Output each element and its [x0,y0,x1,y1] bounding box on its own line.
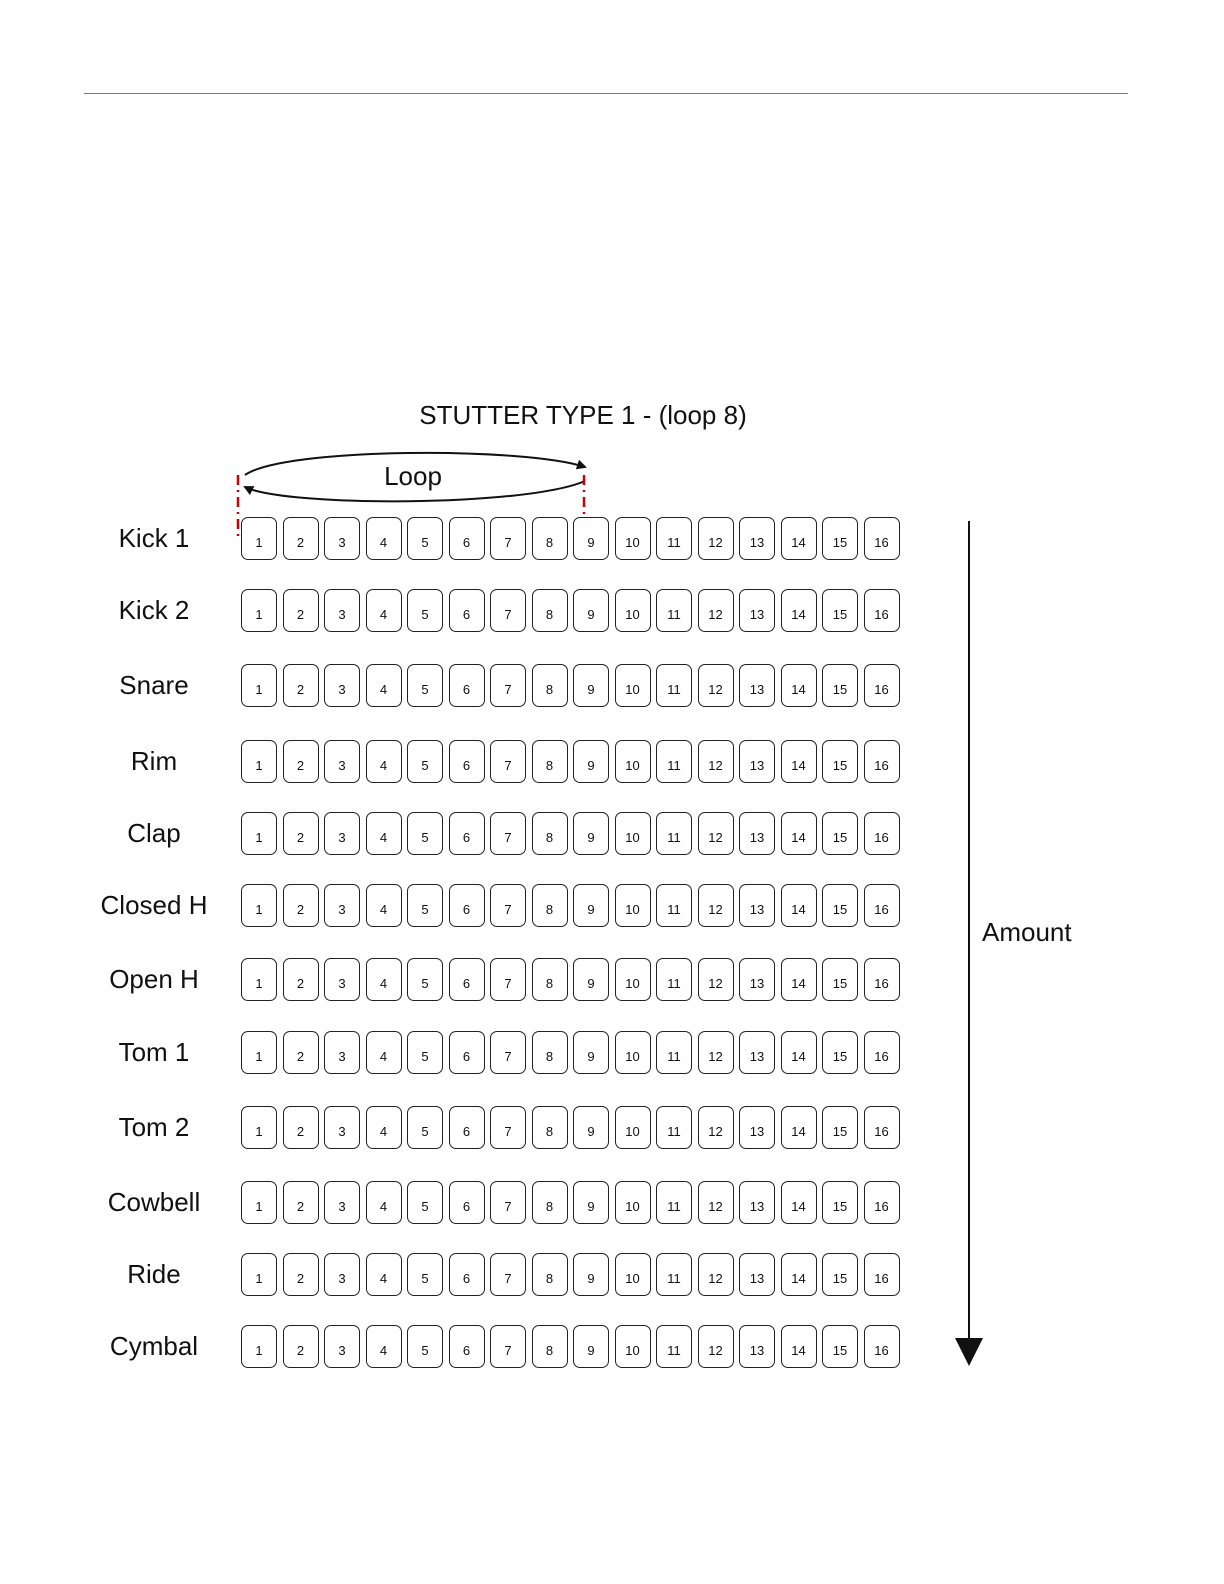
step-button[interactable]: 16 [864,1181,900,1224]
step-button[interactable]: 12 [698,1031,734,1074]
step-button[interactable]: 14 [781,884,817,927]
step-button[interactable]: 12 [698,740,734,783]
amount-arrowhead [955,1338,983,1366]
step-button[interactable]: 6 [449,1253,485,1296]
step-button[interactable]: 16 [864,1031,900,1074]
step-button[interactable]: 2 [283,1031,319,1074]
step-group [241,812,900,855]
step-button[interactable]: 3 [324,1106,360,1149]
step-button[interactable]: 12 [698,958,734,1001]
step-button[interactable]: 14 [781,1031,817,1074]
step-button[interactable]: 11 [656,1106,692,1149]
step-button[interactable]: 9 [573,1325,609,1368]
step-button[interactable]: 1 [241,517,277,560]
step-group [241,1106,900,1149]
step-button[interactable]: 13 [739,1106,775,1149]
step-button[interactable]: 15 [822,1253,858,1296]
step-button[interactable]: 1 [241,1106,277,1149]
step-button[interactable]: 2 [283,1325,319,1368]
step-button[interactable]: 4 [366,740,402,783]
step-button[interactable]: 7 [490,812,526,855]
step-button[interactable]: 14 [781,1253,817,1296]
step-button[interactable]: 3 [324,740,360,783]
track-label: Kick 2 [118,595,190,625]
step-button[interactable]: 6 [449,664,485,707]
step-button[interactable]: 4 [366,1325,402,1368]
step-button[interactable]: 14 [781,589,817,632]
step-button[interactable]: 15 [822,812,858,855]
step-button[interactable]: 14 [781,1181,817,1224]
step-button[interactable]: 1 [241,740,277,783]
step-button[interactable]: 12 [698,884,734,927]
step-button[interactable]: 5 [407,958,443,1001]
step-button[interactable]: 13 [739,1181,775,1224]
step-button[interactable]: 1 [241,664,277,707]
step-group [241,1325,900,1368]
step-button[interactable]: 15 [822,1106,858,1149]
step-button[interactable]: 6 [449,1325,485,1368]
step-button[interactable]: 2 [283,1181,319,1224]
step-button[interactable]: 2 [283,1106,319,1149]
step-button[interactable]: 1 [241,1031,277,1074]
step-button[interactable]: 10 [615,1181,651,1224]
step-button[interactable]: 8 [532,517,568,560]
step-button[interactable]: 8 [532,1106,568,1149]
diagram-title: STUTTER TYPE 1 - (loop 8) [419,400,747,430]
step-button[interactable]: 8 [532,1031,568,1074]
step-button[interactable]: 6 [449,740,485,783]
step-button[interactable]: 2 [283,884,319,927]
step-button[interactable]: 10 [615,1106,651,1149]
step-button[interactable]: 9 [573,664,609,707]
step-button[interactable]: 16 [864,664,900,707]
track-label: Open H [109,964,199,994]
step-button[interactable]: 12 [698,812,734,855]
step-button[interactable]: 3 [324,1031,360,1074]
step-button[interactable]: 7 [490,884,526,927]
step-button[interactable]: 9 [573,884,609,927]
step-button[interactable]: 11 [656,517,692,560]
step-button[interactable]: 3 [324,1181,360,1224]
step-button[interactable]: 8 [532,740,568,783]
step-button[interactable]: 7 [490,517,526,560]
step-button[interactable]: 3 [324,958,360,1001]
step-button[interactable]: 5 [407,1253,443,1296]
step-button[interactable]: 7 [490,1253,526,1296]
step-button[interactable]: 5 [407,1031,443,1074]
step-button[interactable]: 4 [366,1253,402,1296]
step-button[interactable]: 11 [656,740,692,783]
step-button[interactable]: 6 [449,1181,485,1224]
step-button[interactable]: 11 [656,812,692,855]
step-button[interactable]: 3 [324,884,360,927]
step-button[interactable]: 9 [573,958,609,1001]
step-button[interactable]: 11 [656,1253,692,1296]
step-button[interactable]: 6 [449,1106,485,1149]
step-group [241,1253,900,1296]
step-button[interactable]: 16 [864,812,900,855]
track-label: Cowbell [107,1187,201,1217]
step-button[interactable]: 11 [656,1031,692,1074]
step-button[interactable]: 1 [241,1253,277,1296]
step-button[interactable]: 8 [532,589,568,632]
loop-label: Loop [384,461,442,491]
step-button[interactable]: 6 [449,812,485,855]
step-button[interactable]: 4 [366,884,402,927]
step-button[interactable]: 6 [449,958,485,1001]
step-button[interactable]: 7 [490,740,526,783]
step-button[interactable]: 5 [407,589,443,632]
track-label: Clap [127,818,181,848]
step-button[interactable]: 13 [739,589,775,632]
step-button[interactable]: 8 [532,884,568,927]
step-button[interactable]: 14 [781,1325,817,1368]
step-button[interactable]: 14 [781,812,817,855]
step-button[interactable]: 11 [656,664,692,707]
step-button[interactable]: 11 [656,1325,692,1368]
step-button[interactable]: 5 [407,884,443,927]
step-button[interactable]: 4 [366,958,402,1001]
step-button[interactable]: 5 [407,1181,443,1224]
step-button[interactable]: 13 [739,517,775,560]
step-button[interactable]: 3 [324,589,360,632]
step-button[interactable]: 13 [739,1253,775,1296]
step-button[interactable]: 13 [739,1325,775,1368]
amount-label: Amount [982,917,1072,947]
step-button[interactable]: 14 [781,740,817,783]
step-button[interactable]: 10 [615,664,651,707]
step-button[interactable]: 9 [573,812,609,855]
step-button[interactable]: 8 [532,958,568,1001]
step-button[interactable]: 16 [864,589,900,632]
track-label: Cymbal [109,1331,199,1361]
step-button[interactable]: 3 [324,1325,360,1368]
step-button[interactable]: 15 [822,517,858,560]
step-button[interactable]: 1 [241,589,277,632]
step-button[interactable]: 12 [698,664,734,707]
track-label: Kick 1 [118,523,190,553]
step-button[interactable]: 7 [490,1325,526,1368]
step-group [241,1181,900,1224]
step-button[interactable]: 4 [366,812,402,855]
step-button[interactable]: 15 [822,884,858,927]
step-button[interactable]: 3 [324,517,360,560]
step-group [241,589,900,632]
step-button[interactable]: 1 [241,812,277,855]
step-button[interactable]: 16 [864,884,900,927]
step-button[interactable]: 5 [407,812,443,855]
step-button[interactable]: 15 [822,589,858,632]
step-button[interactable]: 13 [739,958,775,1001]
step-button[interactable]: 6 [449,589,485,632]
step-button[interactable]: 16 [864,517,900,560]
step-button[interactable]: 5 [407,1106,443,1149]
track-label: Tom 2 [118,1112,190,1142]
step-button[interactable]: 11 [656,958,692,1001]
step-button[interactable]: 1 [241,884,277,927]
step-button[interactable]: 15 [822,1325,858,1368]
step-group [241,740,900,783]
step-group [241,664,900,707]
step-button[interactable]: 5 [407,1325,443,1368]
step-button[interactable]: 8 [532,1181,568,1224]
step-button[interactable]: 5 [407,517,443,560]
step-button[interactable]: 12 [698,1253,734,1296]
step-button[interactable]: 4 [366,1106,402,1149]
step-button[interactable]: 8 [532,812,568,855]
step-button[interactable]: 10 [615,1031,651,1074]
step-button[interactable]: 10 [615,884,651,927]
step-button[interactable]: 2 [283,1253,319,1296]
step-button[interactable]: 12 [698,1181,734,1224]
step-button[interactable]: 16 [864,1325,900,1368]
step-button[interactable]: 11 [656,589,692,632]
step-button[interactable]: 15 [822,740,858,783]
step-button[interactable]: 16 [864,1106,900,1149]
step-button[interactable]: 7 [490,1181,526,1224]
step-button[interactable]: 5 [407,664,443,707]
step-button[interactable]: 13 [739,664,775,707]
step-button[interactable]: 6 [449,517,485,560]
step-group [241,517,900,560]
step-button[interactable]: 11 [656,884,692,927]
track-label: Tom 1 [118,1037,190,1067]
step-button[interactable]: 9 [573,1106,609,1149]
step-button[interactable]: 9 [573,740,609,783]
step-button[interactable]: 15 [822,958,858,1001]
step-button[interactable]: 13 [739,1031,775,1074]
track-label: Closed H [100,890,208,920]
step-button[interactable]: 6 [449,1031,485,1074]
step-button[interactable]: 14 [781,1106,817,1149]
step-button[interactable]: 16 [864,958,900,1001]
step-button[interactable]: 9 [573,1031,609,1074]
step-button[interactable]: 4 [366,1181,402,1224]
step-button[interactable]: 13 [739,740,775,783]
step-button[interactable]: 7 [490,1106,526,1149]
step-button[interactable]: 3 [324,664,360,707]
step-button[interactable]: 10 [615,517,651,560]
step-button[interactable]: 10 [615,740,651,783]
step-button[interactable]: 12 [698,517,734,560]
step-button[interactable]: 15 [822,1181,858,1224]
step-button[interactable]: 2 [283,589,319,632]
step-button[interactable]: 13 [739,812,775,855]
step-button[interactable]: 7 [490,958,526,1001]
step-button[interactable]: 8 [532,1325,568,1368]
step-button[interactable]: 2 [283,812,319,855]
track-label: Snare [119,670,189,700]
step-button[interactable]: 4 [366,517,402,560]
header-rule [84,93,1128,94]
step-group [241,1031,900,1074]
step-button[interactable]: 11 [656,1181,692,1224]
track-label: Ride [127,1259,181,1289]
step-button[interactable]: 12 [698,1325,734,1368]
step-button[interactable]: 2 [283,958,319,1001]
step-button[interactable]: 16 [864,740,900,783]
step-button[interactable]: 2 [283,740,319,783]
step-button[interactable]: 15 [822,664,858,707]
step-button[interactable]: 14 [781,958,817,1001]
step-button[interactable]: 7 [490,664,526,707]
step-button[interactable]: 8 [532,1253,568,1296]
step-button[interactable]: 12 [698,1106,734,1149]
step-button[interactable]: 1 [241,1181,277,1224]
step-button[interactable]: 15 [822,1031,858,1074]
step-button[interactable]: 8 [532,664,568,707]
step-button[interactable]: 14 [781,517,817,560]
step-button[interactable]: 10 [615,1253,651,1296]
step-button[interactable]: 3 [324,1253,360,1296]
step-button[interactable]: 2 [283,517,319,560]
track-label: Rim [130,746,178,776]
step-button[interactable]: 10 [615,812,651,855]
step-button[interactable]: 5 [407,740,443,783]
step-button[interactable]: 16 [864,1253,900,1296]
step-button[interactable]: 13 [739,884,775,927]
step-button[interactable]: 9 [573,589,609,632]
step-button[interactable]: 4 [366,1031,402,1074]
step-button[interactable]: 10 [615,958,651,1001]
step-group [241,884,900,927]
step-button[interactable]: 4 [366,589,402,632]
step-button[interactable]: 12 [698,589,734,632]
step-button[interactable]: 9 [573,517,609,560]
step-button[interactable]: 9 [573,1253,609,1296]
step-button[interactable]: 2 [283,664,319,707]
step-button[interactable]: 1 [241,1325,277,1368]
step-button[interactable]: 7 [490,1031,526,1074]
step-button[interactable]: 1 [241,958,277,1001]
step-button[interactable]: 6 [449,884,485,927]
step-group [241,958,900,1001]
step-button[interactable]: 4 [366,664,402,707]
step-button[interactable]: 14 [781,664,817,707]
step-button[interactable]: 7 [490,589,526,632]
step-button[interactable]: 3 [324,812,360,855]
step-button[interactable]: 10 [615,589,651,632]
step-button[interactable]: 10 [615,1325,651,1368]
step-button[interactable]: 9 [573,1181,609,1224]
